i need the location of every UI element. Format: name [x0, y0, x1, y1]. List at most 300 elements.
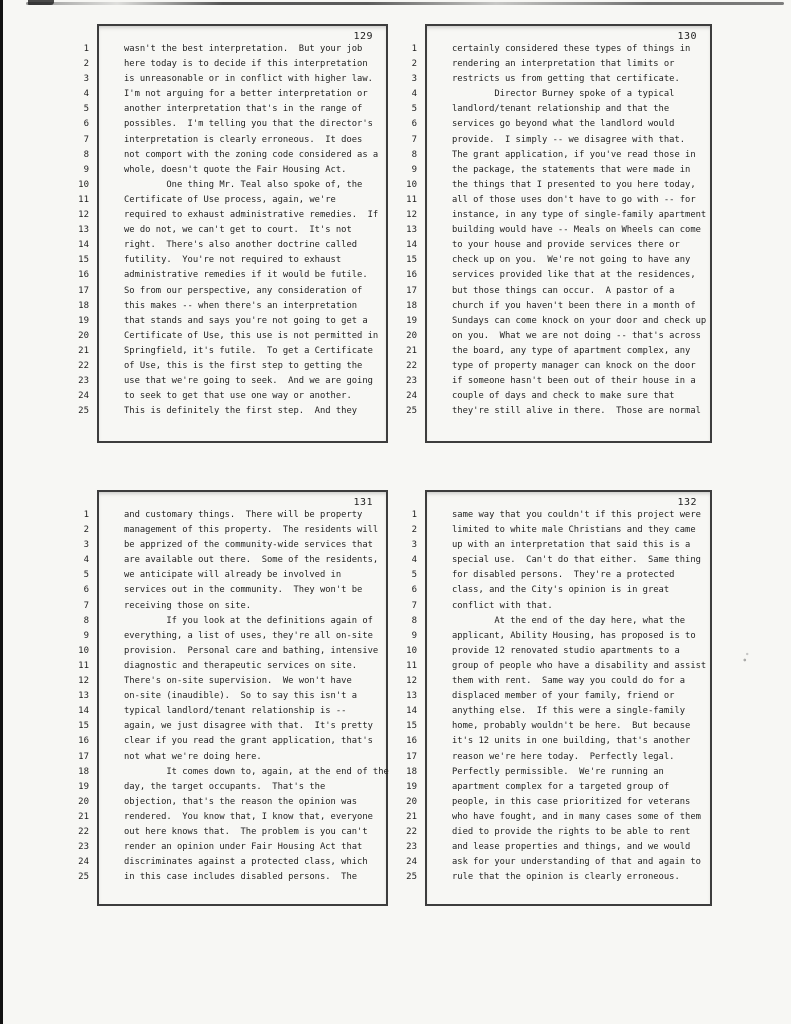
line-text: be apprized of the community-wide services that: [124, 540, 373, 551]
transcript-line: [403, 614, 708, 629]
transcript-line: [75, 253, 384, 268]
transcript-line: [75, 704, 384, 719]
line-text: certainly considered these types of things in: [452, 44, 691, 54]
line-number: 21: [78, 345, 89, 356]
line-number: 6: [83, 119, 89, 130]
line-text: it's 12 units in one building, that's another: [452, 736, 691, 747]
line-text: possibles. I'm telling you that the director's: [124, 119, 373, 130]
transcript-page-129: [75, 24, 388, 443]
line-number: 6: [411, 585, 417, 596]
transcript-line: [75, 314, 384, 329]
transcript-line: [403, 193, 708, 208]
line-number: 8: [411, 149, 417, 160]
line-text: ask for your understanding of that and again to: [452, 857, 701, 868]
line-text: up with an interpretation that said this is a: [452, 540, 691, 551]
line-number: 3: [411, 540, 417, 551]
transcript-line: [403, 284, 708, 299]
line-number: 22: [406, 360, 417, 371]
line-text: they're still alive in there. Those are normal: [452, 406, 701, 417]
line-number: 11: [78, 194, 89, 205]
line-number: 5: [411, 104, 417, 115]
line-number: 3: [83, 540, 89, 551]
transcript-line: [75, 825, 384, 840]
line-text: Certificate of Use process, again, we're: [124, 194, 336, 205]
line-text: discriminates against a protected class, which: [124, 857, 368, 868]
transcript-line: [75, 674, 384, 689]
transcript-line: [75, 689, 384, 704]
line-text: if someone hasn't been out of their house in a: [452, 376, 696, 387]
line-number: 23: [78, 376, 89, 387]
line-number: 25: [406, 872, 417, 883]
line-text: rendering an interpretation that limits or: [452, 59, 675, 70]
line-number: 19: [406, 781, 417, 792]
transcript-line: [403, 163, 708, 178]
transcript-lines: [403, 42, 708, 419]
transcript-line: [75, 284, 384, 299]
line-number: 20: [406, 330, 417, 341]
transcript-line: [403, 268, 708, 283]
line-text: anything else. If this were a single-family: [452, 706, 686, 717]
transcript-line: [403, 629, 708, 644]
line-text: So from our perspective, any consideration of: [124, 285, 363, 296]
line-text: who have fought, and in many cases some of them: [452, 811, 701, 822]
line-text: not comport with the zoning code considered as a: [124, 149, 379, 160]
line-number: 24: [78, 391, 89, 402]
line-number: 19: [406, 315, 417, 326]
line-text: in this case includes disabled persons. The: [124, 872, 358, 883]
transcript-line: [403, 870, 708, 885]
transcript-line: [403, 508, 708, 523]
line-number: 25: [78, 872, 89, 883]
transcript-lines: [75, 508, 389, 885]
transcript-line: [403, 344, 708, 359]
line-text: apartment complex for a targeted group of: [452, 781, 670, 792]
scan-top-smudge-artifact: [26, 2, 784, 5]
transcript-line: [75, 404, 384, 419]
line-number: 3: [83, 74, 89, 85]
transcript-line: [403, 133, 708, 148]
line-text: another interpretation that's in the range of: [124, 104, 363, 115]
line-number: 13: [406, 691, 417, 702]
line-text: receiving those on site.: [124, 600, 252, 611]
line-number: 7: [83, 600, 89, 611]
transcript-line: [403, 148, 708, 163]
line-number: 13: [78, 225, 89, 236]
line-number: 2: [411, 59, 417, 70]
line-text: applicant, Ability Housing, has proposed is to: [452, 630, 696, 641]
line-number: 12: [406, 676, 417, 687]
line-number: 20: [406, 796, 417, 807]
line-text: everything, a list of uses, they're all on-site: [124, 630, 373, 641]
page-number: 132: [677, 497, 697, 508]
line-text: I'm not arguing for a better interpretation or: [124, 89, 368, 100]
transcript-line: [75, 629, 384, 644]
transcript-line: [403, 644, 708, 659]
transcript-line: [403, 810, 708, 825]
transcript-line: [75, 553, 384, 568]
line-number: 10: [78, 645, 89, 656]
transcript-line: [75, 523, 384, 538]
line-number: 1: [411, 44, 417, 54]
line-text: diagnostic and therapeutic services on site.: [124, 660, 358, 671]
line-text: interpretation is clearly erroneous. It does: [124, 134, 363, 145]
transcript-line: [403, 855, 708, 870]
line-number: 18: [78, 300, 89, 311]
line-number: 24: [406, 391, 417, 402]
transcript-line: [75, 57, 384, 72]
line-text: them with rent. Same way you could do for a: [452, 676, 686, 687]
line-number: 11: [78, 660, 89, 671]
line-text: same way that you couldn't if this project were: [452, 510, 701, 520]
line-text: we anticipate will already be involved in: [124, 570, 342, 581]
transcript-page-132: [403, 490, 712, 906]
line-text: we do not, we can't get to court. It's not: [124, 225, 352, 236]
line-text: died to provide the rights to be able to rent: [452, 826, 691, 837]
line-number: 5: [83, 104, 89, 115]
line-text: right. There's also another doctrine called: [124, 240, 358, 251]
transcript-line: [75, 87, 384, 102]
line-number: 3: [411, 74, 417, 85]
transcript-line: [403, 538, 708, 553]
transcript-line: [75, 599, 384, 614]
transcript-line: [75, 72, 384, 87]
line-number: 13: [406, 225, 417, 236]
line-number: 4: [411, 555, 417, 566]
line-text: again, we just disagree with that. It's pretty: [124, 721, 373, 732]
transcript-line: [75, 568, 384, 583]
line-number: 21: [406, 811, 417, 822]
line-number: 25: [406, 406, 417, 417]
transcript-line: [403, 359, 708, 374]
transcript-line: [75, 765, 389, 780]
line-text: here today is to decide if this interpretation: [124, 59, 368, 70]
line-text: objection, that's the reason the opinion was: [124, 796, 358, 807]
line-text: are available out there. Some of the residents,: [124, 555, 379, 566]
line-text: services provided like that at the residences,: [452, 270, 696, 281]
transcript-line: [75, 299, 384, 314]
line-text: on-site (inaudible). So to say this isn't a: [124, 691, 358, 702]
line-text: render an opinion under Fair Housing Act that: [124, 842, 363, 853]
line-text: One thing Mr. Teal also spoke of, the: [124, 179, 363, 190]
line-text: is unreasonable or in conflict with higher law.: [124, 74, 373, 85]
transcript-line: [75, 359, 384, 374]
page-number: 130: [677, 31, 697, 42]
transcript-line: [75, 238, 384, 253]
transcript-line: [403, 404, 708, 419]
transcript-line: [75, 614, 384, 629]
line-number: 22: [78, 826, 89, 837]
transcript-line: [403, 87, 708, 102]
line-number: 18: [78, 766, 89, 777]
page-number: 129: [353, 31, 373, 42]
transcript-line: [403, 689, 708, 704]
line-text: the package, the statements that were made in: [452, 164, 691, 175]
transcript-line: [403, 178, 708, 193]
line-number: 12: [78, 676, 89, 687]
line-text: wasn't the best interpretation. But your job: [124, 44, 363, 54]
transcript-line: [75, 223, 384, 238]
transcript-line: [75, 178, 384, 193]
line-number: 10: [406, 179, 417, 190]
transcript-line: [403, 329, 708, 344]
transcript-line: [75, 870, 384, 885]
line-number: 5: [83, 570, 89, 581]
transcript-page-130: [403, 24, 712, 443]
transcript-line: [403, 57, 708, 72]
line-number: 7: [411, 600, 417, 611]
line-text: rule that the opinion is clearly erroneous.: [452, 872, 680, 883]
line-number: 19: [78, 781, 89, 792]
line-number: 10: [406, 645, 417, 656]
transcript-page-131: [75, 490, 388, 906]
line-number: 9: [411, 630, 417, 641]
line-number: 9: [83, 630, 89, 641]
line-text: and lease properties and things, and we would: [452, 842, 691, 853]
line-number: 9: [411, 164, 417, 175]
line-number: 14: [78, 706, 89, 717]
line-text: to your house and provide services there or: [452, 240, 680, 251]
line-number: 9: [83, 164, 89, 175]
transcript-line: [403, 72, 708, 87]
line-number: 4: [411, 89, 417, 100]
transcript-line: [75, 208, 384, 223]
line-number: 16: [78, 270, 89, 281]
transcript-line: [75, 780, 384, 795]
transcript-line: [75, 117, 384, 132]
line-number: 20: [78, 796, 89, 807]
line-text: of Use, this is the first step to getting the: [124, 360, 363, 371]
transcript-line: [403, 314, 708, 329]
line-number: 23: [78, 842, 89, 853]
line-text: restricts us from getting that certificate.: [452, 74, 680, 85]
transcript-line: [403, 253, 708, 268]
transcript-line: [403, 599, 708, 614]
line-number: 10: [78, 179, 89, 190]
line-number: 14: [406, 240, 417, 251]
line-number: 8: [83, 615, 89, 626]
line-number: 12: [78, 210, 89, 221]
line-text: provide. I simply -- we disagree with that.: [452, 134, 686, 145]
line-number: 2: [411, 525, 417, 536]
line-text: administrative remedies if it would be futile.: [124, 270, 368, 281]
line-text: to seek to get that use one way or another.: [124, 391, 352, 402]
line-text: all of those uses don't have to go with -- for: [452, 194, 696, 205]
line-number: 4: [83, 89, 89, 100]
line-text: limited to white male Christians and they came: [452, 525, 696, 536]
line-text: clear if you read the grant application, that's: [124, 736, 373, 747]
line-text: church if you haven't been there in a month of: [452, 300, 696, 311]
line-text: the things that I presented to you here today,: [452, 179, 696, 190]
transcript-line: [403, 750, 708, 765]
line-number: 1: [83, 510, 89, 520]
line-number: 6: [83, 585, 89, 596]
line-number: 13: [78, 691, 89, 702]
line-text: Sundays can come knock on your door and check up: [452, 315, 707, 326]
line-text: people, in this case prioritized for veterans: [452, 796, 691, 807]
transcript-line: [75, 102, 384, 117]
line-text: services go beyond what the landlord would: [452, 119, 675, 130]
line-text: check up on you. We're not going to have any: [452, 255, 691, 266]
transcript-line: [75, 719, 384, 734]
line-number: 15: [78, 255, 89, 266]
transcript-line: [75, 148, 384, 163]
line-number: 24: [78, 857, 89, 868]
line-number: 14: [78, 240, 89, 251]
line-text: There's on-site supervision. We won't have: [124, 676, 352, 687]
line-number: 15: [406, 255, 417, 266]
transcript-line: [75, 795, 384, 810]
line-number: 16: [406, 270, 417, 281]
transcript-lines: [75, 42, 384, 419]
transcript-line: [403, 583, 708, 598]
transcript-line: [403, 568, 708, 583]
line-number: 20: [78, 330, 89, 341]
line-text: special use. Can't do that either. Same thing: [452, 555, 701, 566]
line-text: At the end of the day here, what the: [452, 615, 686, 626]
transcript-line: [75, 163, 384, 178]
line-text: futility. You're not required to exhaust: [124, 255, 342, 266]
line-text: rendered. You know that, I know that, everyone: [124, 811, 373, 822]
line-text: Springfield, it's futile. To get a Certificate: [124, 345, 373, 356]
transcript-line: [403, 780, 708, 795]
transcript-line: [75, 750, 384, 765]
line-text: building would have -- Meals on Wheels can come: [452, 225, 701, 236]
line-number: 4: [83, 555, 89, 566]
line-number: 11: [406, 660, 417, 671]
line-text: whole, doesn't quote the Fair Housing Act.: [124, 164, 347, 175]
transcript-line: [75, 659, 384, 674]
line-text: This is definitely the first step. And they: [124, 406, 358, 417]
transcript-line: [403, 704, 708, 719]
transcript-line: [75, 538, 384, 553]
transcript-line: [403, 825, 708, 840]
line-text: group of people who have a disability and assist: [452, 660, 707, 671]
transcript-line: [75, 840, 384, 855]
line-number: 7: [411, 134, 417, 145]
line-text: home, probably wouldn't be here. But because: [452, 721, 691, 732]
line-number: 5: [411, 570, 417, 581]
line-text: typical landlord/tenant relationship is --: [124, 706, 347, 717]
transcript-line: [75, 389, 384, 404]
transcript-lines: [403, 508, 708, 885]
scan-edge-bar-artifact: [0, 0, 3, 1024]
line-number: 23: [406, 842, 417, 853]
transcript-line: [403, 659, 708, 674]
line-text: Certificate of Use, this use is not permitted in: [124, 330, 379, 341]
transcript-line: [403, 299, 708, 314]
line-text: provision. Personal care and bathing, intensive: [124, 645, 379, 656]
transcript-line: [403, 117, 708, 132]
transcript-line: [403, 719, 708, 734]
transcript-line: [403, 674, 708, 689]
transcript-line: [75, 133, 384, 148]
transcript-line: [403, 102, 708, 117]
line-text: conflict with that.: [452, 600, 553, 611]
line-number: 14: [406, 706, 417, 717]
transcript-line: [75, 374, 384, 389]
transcript-line: [403, 389, 708, 404]
line-number: 23: [406, 376, 417, 387]
transcript-line: [75, 344, 384, 359]
line-text: reason we're here today. Perfectly legal.: [452, 751, 675, 762]
transcript-line: [403, 795, 708, 810]
transcript-line: [75, 193, 384, 208]
line-text: that stands and says you're not going to get a: [124, 315, 368, 326]
line-number: 1: [411, 510, 417, 520]
scan-speck-artifact: [743, 652, 749, 662]
line-text: displaced member of your family, friend or: [452, 691, 675, 702]
line-text: management of this property. The residents will: [124, 525, 379, 536]
line-number: 16: [406, 736, 417, 747]
line-number: 25: [78, 406, 89, 417]
line-text: If you look at the definitions again of: [124, 615, 373, 626]
line-text: class, and the City's opinion is in great: [452, 585, 670, 596]
line-number: 15: [78, 721, 89, 732]
page-number: 131: [353, 497, 373, 508]
line-number: 1: [83, 44, 89, 54]
line-number: 19: [78, 315, 89, 326]
line-text: the board, any type of apartment complex, any: [452, 345, 691, 356]
transcript-line: [403, 42, 708, 57]
line-text: It comes down to, again, at the end of the: [124, 766, 389, 777]
line-number: 21: [78, 811, 89, 822]
line-number: 17: [406, 751, 417, 762]
line-number: 17: [78, 285, 89, 296]
line-text: required to exhaust administrative remedies. If: [124, 210, 379, 221]
line-number: 21: [406, 345, 417, 356]
transcript-line: [403, 840, 708, 855]
transcript-line: [75, 42, 384, 57]
transcript-line: [403, 238, 708, 253]
line-number: 16: [78, 736, 89, 747]
transcript-line: [403, 734, 708, 749]
transcript-line: [75, 329, 384, 344]
line-text: but those things can occur. A pastor of a: [452, 285, 675, 296]
line-text: and customary things. There will be property: [124, 510, 363, 520]
line-number: 15: [406, 721, 417, 732]
line-text: Perfectly permissible. We're running an: [452, 766, 664, 777]
line-text: this makes -- when there's an interpretation: [124, 300, 358, 311]
line-text: provide 12 renovated studio apartments to a: [452, 645, 680, 656]
line-number: 17: [406, 285, 417, 296]
line-number: 17: [78, 751, 89, 762]
line-text: on you. What we are not doing -- that's across: [452, 330, 701, 341]
transcript-line: [75, 810, 384, 825]
line-text: landlord/tenant relationship and that the: [452, 104, 670, 115]
line-text: instance, in any type of single-family apartment: [452, 210, 707, 221]
line-number: 2: [83, 59, 89, 70]
transcript-line: [403, 523, 708, 538]
transcript-line: [75, 583, 384, 598]
line-text: day, the target occupants. That's the: [124, 781, 326, 792]
transcript-line: [75, 734, 384, 749]
line-text: use that we're going to seek. And we are going: [124, 376, 373, 387]
line-number: 6: [411, 119, 417, 130]
line-number: 12: [406, 210, 417, 221]
transcript-line: [403, 765, 708, 780]
transcript-line: [403, 208, 708, 223]
transcript-line: [75, 855, 384, 870]
transcript-line: [403, 553, 708, 568]
transcript-line: [75, 644, 384, 659]
line-number: 2: [83, 525, 89, 536]
line-text: for disabled persons. They're a protected: [452, 570, 675, 581]
line-number: 11: [406, 194, 417, 205]
line-text: type of property manager can knock on the door: [452, 360, 696, 371]
line-text: not what we're doing here.: [124, 751, 262, 762]
line-number: 22: [406, 826, 417, 837]
transcript-line: [75, 508, 384, 523]
